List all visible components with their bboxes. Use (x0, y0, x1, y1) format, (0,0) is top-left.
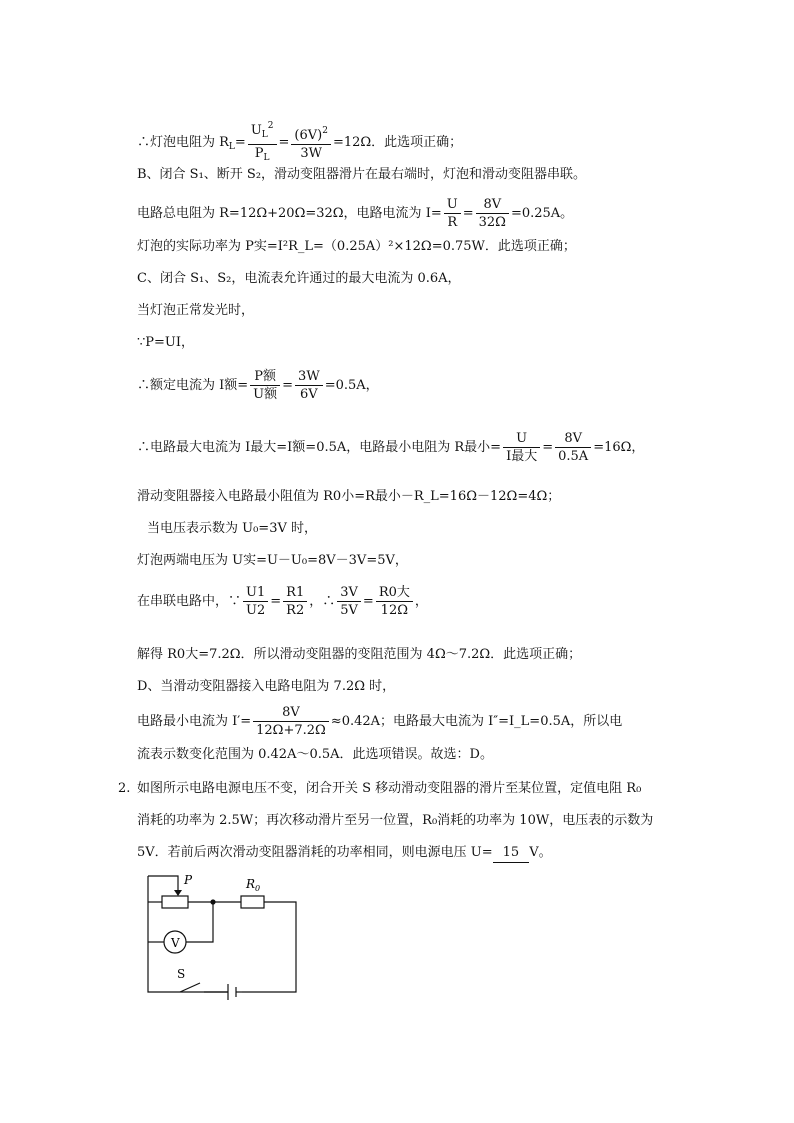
numerator: U (503, 430, 540, 448)
text: ∴电路最大电流为 I最大=I额=0.5A，电路最小电阻为 R最小= (137, 440, 502, 455)
denominator: R (447, 215, 458, 230)
solution-line-7: ∵P=UI， (137, 335, 195, 350)
text: ， (414, 594, 428, 609)
question-line-1: 如图所示电路电源电压不变，闭合开关 S 移动滑动变阻器的滑片至某位置，定值电阻 R₀ (137, 781, 642, 796)
answer-blank: 15 (493, 844, 530, 863)
fraction (243, 584, 268, 619)
text: 在串联电路中，∵ (137, 594, 242, 609)
wire (242, 902, 296, 992)
numerator: U (444, 196, 461, 214)
solution-line-2: B、闭合 S₁、断开 S₂，滑动变阻器滑片在最右端时，灯泡和滑动变阻器串联。 (137, 167, 587, 182)
solution-line-16 (137, 704, 622, 739)
label-r0: $R_0$ (246, 877, 261, 893)
numerator: 8V (476, 196, 509, 214)
numerator: U (250, 123, 262, 138)
text: ∴额定电流为 I额= (137, 378, 249, 393)
numerator: 8V (555, 430, 591, 448)
wire (148, 876, 178, 888)
text: ≈0.42A；电路最大电流为 I″=I_L=0.5A，所以电 (330, 714, 623, 729)
text: =16Ω， (593, 440, 645, 455)
fraction (376, 584, 413, 619)
label-s: S (177, 967, 186, 981)
fraction (555, 430, 591, 465)
fraction (291, 123, 331, 162)
subscript: L (261, 130, 268, 140)
label-p: P (184, 873, 193, 887)
denominator: P (254, 146, 264, 161)
fraction (250, 368, 280, 403)
equals: = (278, 135, 290, 150)
equals: = (282, 378, 294, 393)
superscript: 2 (322, 126, 328, 136)
solution-line-3 (137, 196, 573, 231)
question-number: 2. (118, 781, 131, 796)
subscript: L (228, 142, 235, 152)
fraction (248, 118, 277, 167)
equals: = (270, 594, 282, 609)
numerator: (6V) (294, 128, 323, 143)
text: 5V．若前后两次滑动变阻器消耗的功率相同，则电源电压 U= (137, 845, 493, 860)
denominator: 32Ω (478, 215, 506, 230)
denominator: 5V (340, 603, 358, 618)
denominator: 6V (300, 387, 318, 402)
text: ∴灯泡电阻为 R (137, 135, 229, 150)
text: 电路总电阻为 R=12Ω+20Ω=32Ω，电路电流为 I= (137, 206, 442, 221)
denominator: R2 (286, 603, 305, 618)
fraction (476, 196, 509, 231)
switch-blade (180, 983, 200, 992)
denominator: 12Ω+7.2Ω (256, 723, 326, 738)
numerator: P额 (250, 368, 280, 386)
numerator: 8V (253, 704, 329, 722)
label-v: V (171, 936, 180, 950)
solution-line-9 (137, 430, 644, 465)
denominator: 12Ω (380, 603, 408, 618)
resistor-r0 (241, 896, 264, 908)
solution-line-17: 流表示数变化范围为 0.42A～0.5A．此选项错误。故选：D。 (137, 747, 493, 762)
numerator: U1 (243, 584, 268, 602)
solution-line-12: 灯泡两端电压为 U实=U－U₀=8V－3V=5V， (137, 553, 408, 568)
fraction (444, 196, 461, 231)
wire (148, 876, 228, 992)
fraction (295, 368, 323, 403)
question-line-3 (137, 844, 552, 863)
solution-line-1 (137, 118, 462, 167)
fraction (253, 704, 329, 739)
solution-line-11: 当电压表示数为 U₀=3V 时， (147, 521, 317, 536)
denominator: 0.5A (558, 449, 589, 464)
solution-line-6: 当灯泡正常发光时， (137, 303, 255, 318)
numerator: 3W (295, 368, 323, 386)
text: 电路最小电流为 I′= (137, 714, 252, 729)
wire (186, 902, 213, 942)
superscript: 2 (267, 121, 274, 131)
fraction (503, 430, 540, 465)
equals: = (542, 440, 554, 455)
text: ，∴ (309, 594, 336, 609)
solution-line-14: 解得 R0大=7.2Ω．所以滑动变阻器的变阻范围为 4Ω～7.2Ω．此选项正确； (137, 647, 582, 662)
denominator: I最大 (506, 449, 538, 464)
fraction (283, 584, 307, 619)
circuit-diagram (140, 870, 305, 1000)
text: =0.25A。 (510, 206, 574, 221)
denominator: 3W (300, 146, 322, 161)
slider-arrowhead (174, 890, 182, 896)
denominator: U额 (253, 387, 278, 402)
question-line-2: 消耗的功率为 2.5W；再次移动滑片至另一位置，R₀消耗的功率为 10W，电压表的示数为 (137, 813, 654, 828)
numerator: 3V (337, 584, 361, 602)
text: V。 (529, 845, 552, 860)
numerator: R0大 (376, 584, 413, 602)
solution-line-4: 灯泡的实际功率为 P实=I²R_L=（0.25A）²×12Ω=0.75W．此选项正确； (137, 239, 576, 254)
denominator: U2 (246, 603, 266, 618)
solution-line-10: 滑动变阻器接入电路最小阻值为 R0小=R最小－R_L=16Ω－12Ω=4Ω； (137, 489, 561, 504)
text: =12Ω．此选项正确； (332, 135, 463, 150)
equals: = (362, 594, 374, 609)
solution-line-13 (137, 584, 428, 619)
text: =0.5A， (324, 378, 379, 393)
subscript: L (263, 153, 270, 163)
solution-line-15: D、当滑动变阻器接入电路电阻为 7.2Ω 时， (137, 679, 396, 694)
equals: = (234, 135, 246, 150)
equals: = (462, 206, 474, 221)
fraction (337, 584, 361, 619)
solution-line-5: C、闭合 S₁、S₂，电流表允许通过的最大电流为 0.6A， (137, 271, 461, 286)
solution-line-8 (137, 368, 379, 403)
numerator: R1 (283, 584, 307, 602)
rheostat (162, 896, 188, 908)
